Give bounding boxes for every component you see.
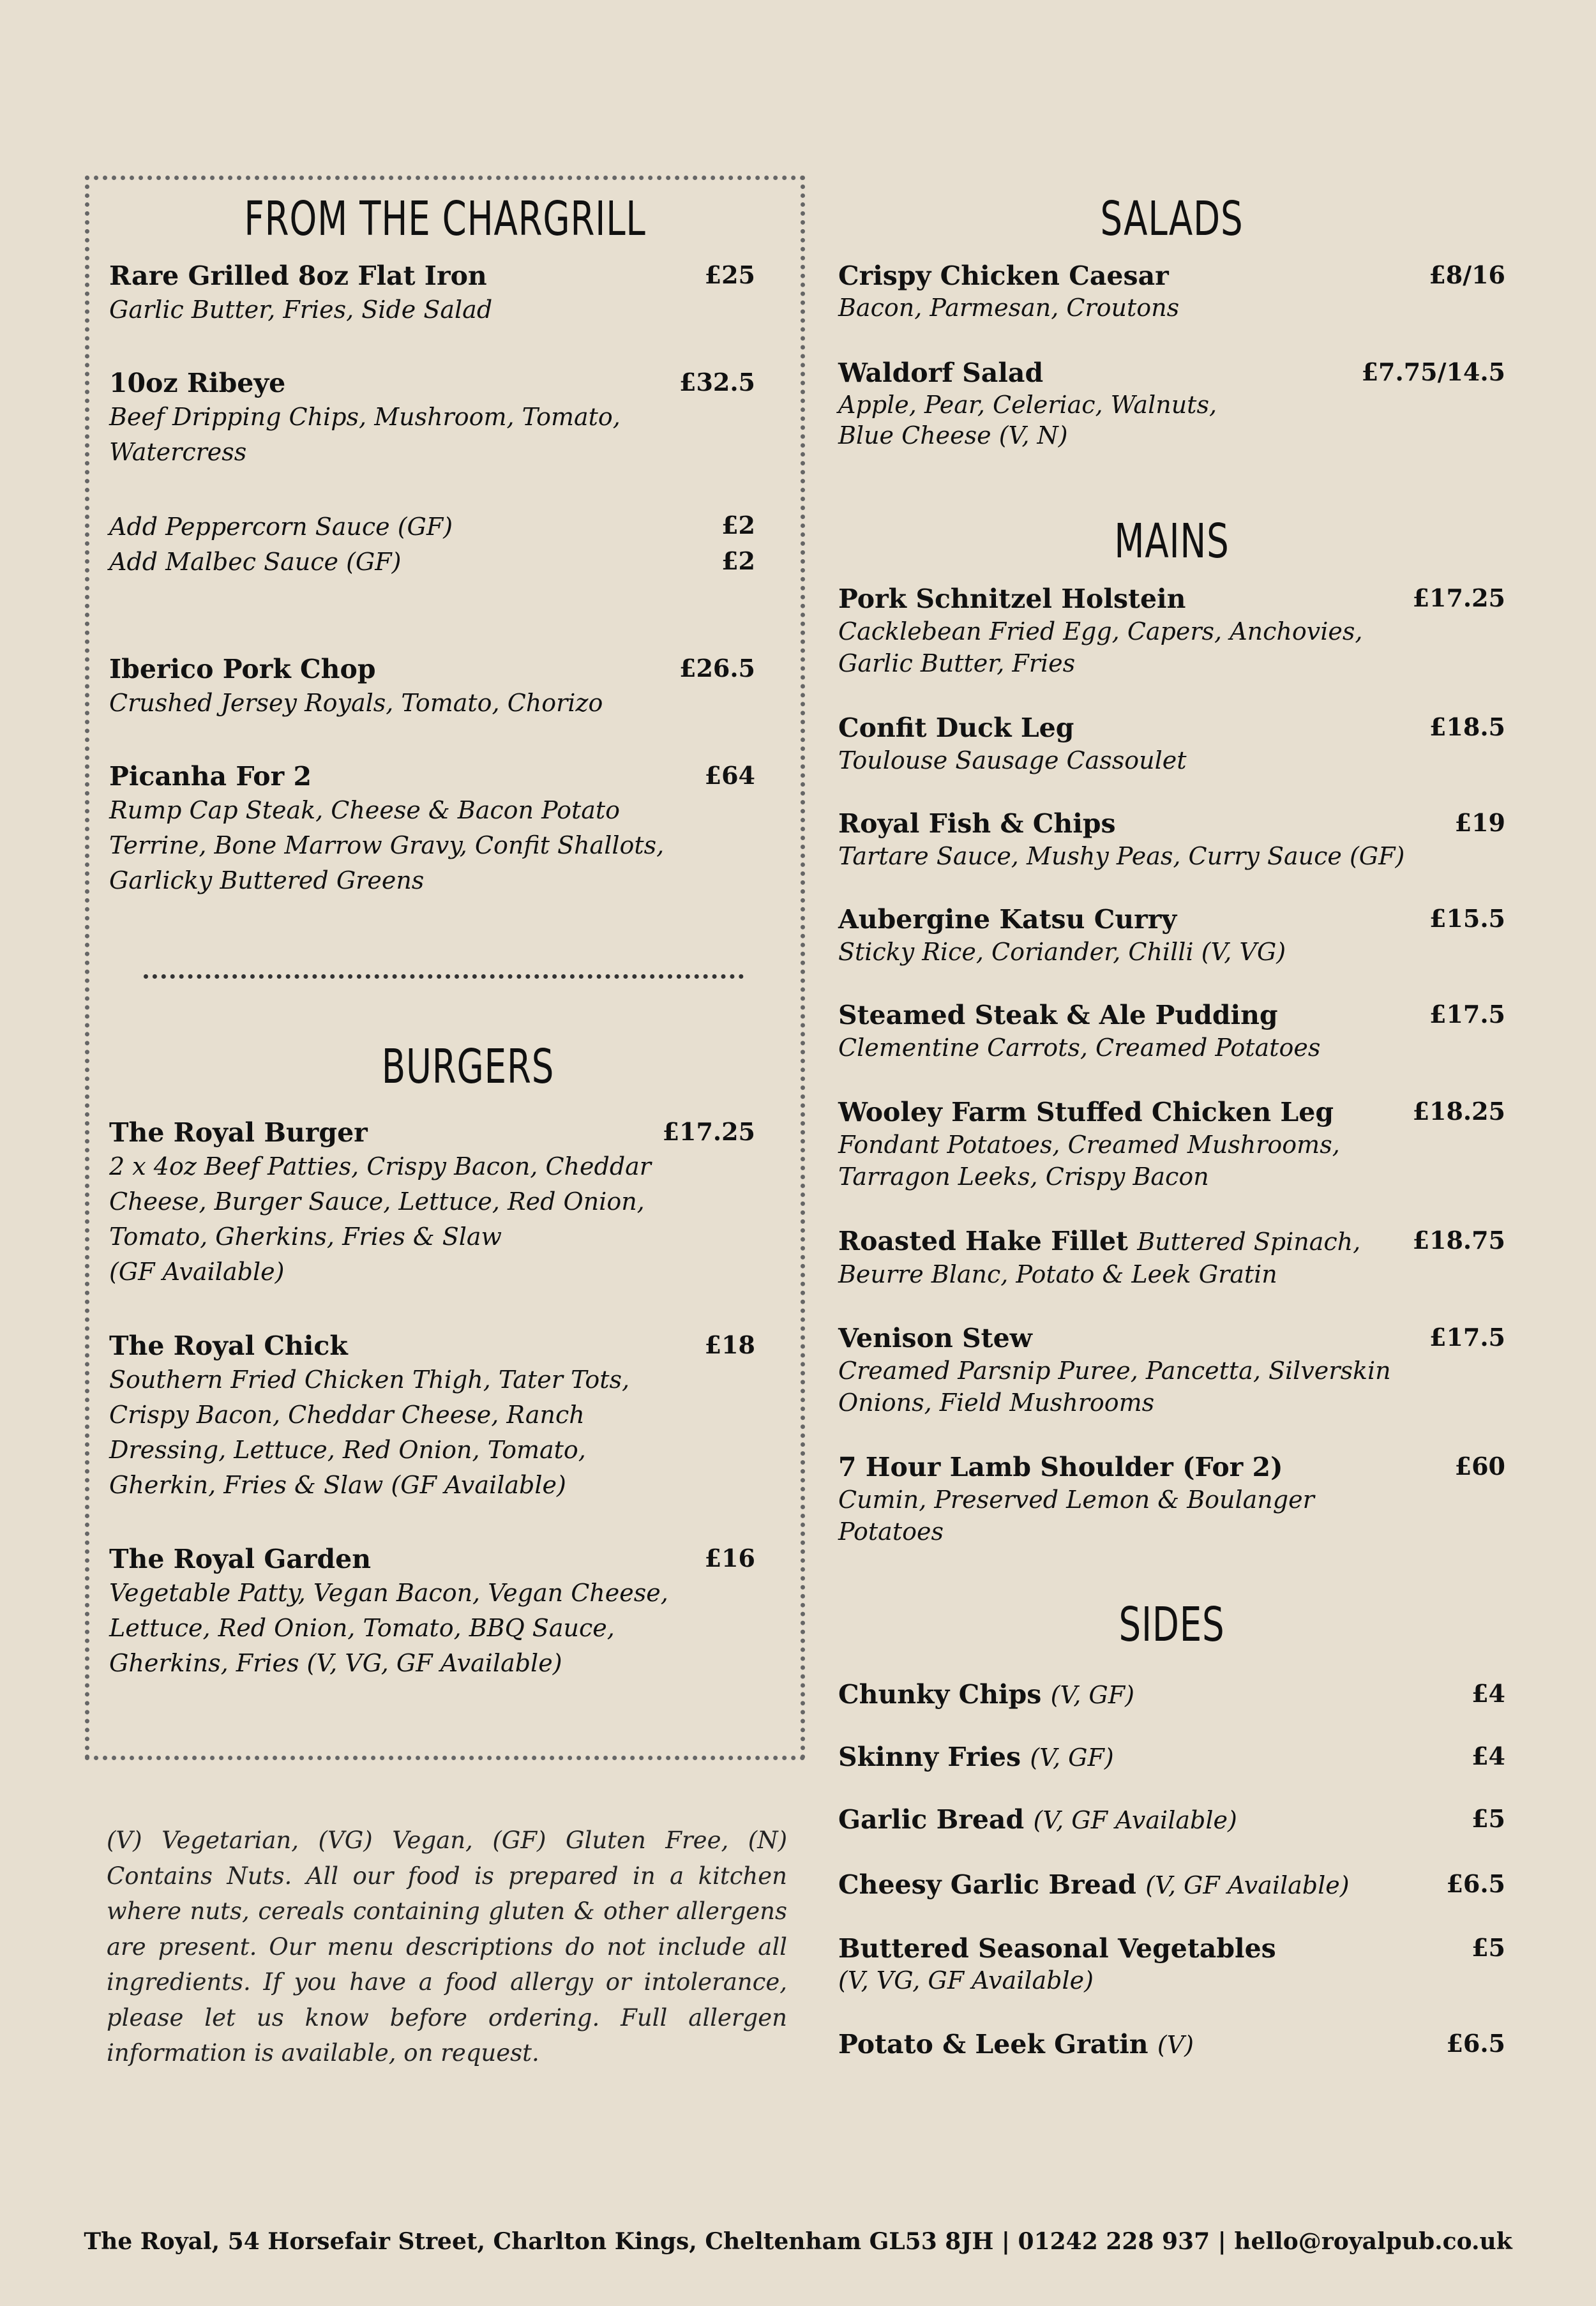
item-description: (GF Available) (109, 1258, 285, 1286)
item-name: Aubergine Katsu Curry (838, 904, 1177, 935)
mains-heading: MAINS (1114, 514, 1230, 569)
item-description: Apple, Pear, Celeriac, Walnuts, (838, 391, 1217, 419)
menu-item (109, 1329, 629, 1503)
item-price: £32.5 (679, 368, 755, 396)
item-description: Cumin, Preserved Lemon & Boulanger (838, 1486, 1314, 1514)
allergen-note: (V) Vegetarian, (VG) Vegan, (GF) Gluten Free, (N) Contains Nuts. All our food is prepared in a kitchen where nuts, cereals containing gluten & other allergens are present. Our menu descriptions do not include all ingredients. If you have a food allergy or intolerance, please let us know before ordering. Full allergen information is available, on request. (107, 1827, 787, 2067)
item-description: Blue Cheese (V, N) (838, 421, 1068, 449)
item-description: Tartare Sauce, Mushy Peas, Curry Sauce (GF) (838, 842, 1405, 870)
side-item (838, 2028, 1194, 2061)
item-name: The Royal Burger (109, 1117, 368, 1148)
menu-item (838, 807, 1404, 872)
item-name: Garlic Bread (838, 1804, 1025, 1835)
side-item (838, 1740, 1114, 1774)
item-name: Venison Stew (838, 1323, 1032, 1353)
item-description: Toulouse Sausage Cassoulet (838, 746, 1187, 774)
item-price: £25 (704, 260, 755, 289)
menu-item (109, 1116, 651, 1290)
item-description: Onions, Field Mushrooms (838, 1389, 1155, 1417)
addon-name: Add Malbec Sauce (GF) (109, 548, 402, 576)
item-diet-tags: (V, GF Available) (1033, 1806, 1237, 1834)
item-description: Crispy Bacon, Cheddar Cheese, Ranch (109, 1401, 585, 1429)
item-description: Vegetable Patty, Vegan Bacon, Vegan Cheese, (109, 1579, 668, 1607)
item-price: £18.75 (1412, 1226, 1505, 1255)
item-name: Buttered Seasonal Vegetables (838, 1933, 1276, 1964)
item-name: Wooley Farm Stuffed Chicken Leg (838, 1097, 1334, 1127)
item-diet-tags: (V, GF) (1030, 1744, 1114, 1772)
item-name: 7 Hour Lamb Shoulder (For 2) (838, 1452, 1283, 1482)
item-description: Dressing, Lettuce, Red Onion, Tomato, (109, 1436, 586, 1464)
item-description: Beef Dripping Chips, Mushroom, Tomato, (109, 403, 621, 431)
item-diet-tags: (V, GF Available) (1145, 1871, 1350, 1899)
item-description: Fondant Potatoes, Creamed Mushrooms, (838, 1131, 1340, 1159)
salads-heading: SALADS (1100, 192, 1244, 246)
addon-item (109, 509, 453, 580)
burgers-heading: BURGERS (381, 1039, 555, 1094)
item-name: Royal Fish & Chips (838, 808, 1116, 839)
item-description: Southern Fried Chicken Thigh, Tater Tots, (109, 1366, 630, 1394)
menu-item (109, 760, 664, 898)
item-name: Confit Duck Leg (838, 712, 1074, 743)
item-price: £4 (1472, 1679, 1505, 1708)
menu-item (838, 1096, 1340, 1193)
sides-heading: SIDES (1118, 1597, 1225, 1652)
item-description: Buttered Spinach, (1137, 1228, 1361, 1256)
addon-price: £2 (721, 546, 755, 575)
item-description: Garlic Butter, Fries, Side Salad (109, 296, 493, 324)
item-description: Potatoes (838, 1518, 944, 1546)
item-description: 2 x 4oz Beef Patties, Crispy Bacon, Cheddar (109, 1152, 651, 1180)
item-description: Cacklebean Fried Egg, Capers, Anchovies, (838, 617, 1363, 645)
item-description: Tarragon Leeks, Crispy Bacon (838, 1163, 1209, 1191)
item-name: Potato & Leek Gratin (838, 2029, 1148, 2060)
item-price: £19 (1454, 808, 1505, 837)
item-name: Rare Grilled 8oz Flat Iron (109, 260, 487, 291)
item-name: 10oz Ribeye (109, 368, 286, 398)
item-name: Chunky Chips (838, 1679, 1042, 1710)
menu-item (838, 582, 1362, 679)
item-price: £18 (704, 1330, 755, 1359)
item-description: Beurre Blanc, Potato & Leek Gratin (838, 1260, 1277, 1288)
item-name: The Royal Chick (109, 1330, 348, 1361)
addon-price: £2 (721, 511, 755, 539)
item-description: Gherkin, Fries & Slaw (GF Available) (109, 1471, 566, 1499)
item-name: Crispy Chicken Caesar (838, 260, 1169, 291)
menu-item (838, 999, 1320, 1064)
item-description: Creamed Parsnip Puree, Pancetta, Silverskin (838, 1357, 1391, 1385)
menu-item (838, 356, 1217, 451)
item-description: Tomato, Gherkins, Fries & Slaw (109, 1223, 502, 1251)
item-description: Garlicky Buttered Greens (109, 866, 425, 894)
menu-item (838, 711, 1187, 776)
item-price: £26.5 (679, 654, 755, 682)
side-item (838, 1868, 1350, 1902)
item-description: Lettuce, Red Onion, Tomato, BBQ Sauce, (109, 1614, 615, 1642)
item-price: £16 (704, 1544, 755, 1572)
item-description: Clementine Carrots, Creamed Potatoes (838, 1034, 1321, 1062)
item-name: Waldorf Salad (838, 358, 1044, 388)
item-name: The Royal Garden (109, 1544, 372, 1574)
menu-item (109, 259, 492, 328)
item-price: £18.25 (1412, 1097, 1505, 1126)
item-price: £5 (1472, 1804, 1505, 1833)
item-description: Garlic Butter, Fries (838, 649, 1076, 677)
item-name-row (838, 1225, 1360, 1258)
addon-name: Add Peppercorn Sauce (GF) (109, 513, 453, 541)
item-description: Gherkins, Fries (V, VG, GF Available) (109, 1649, 562, 1677)
item-name: Skinny Fries (838, 1742, 1021, 1772)
item-name: Pork Schnitzel Holstein (838, 584, 1186, 614)
item-price: £8/16 (1429, 260, 1505, 289)
menu-item (838, 903, 1286, 968)
side-item (838, 1803, 1237, 1837)
item-price: £6.5 (1446, 1869, 1505, 1898)
item-price: £15.5 (1429, 904, 1505, 933)
menu-item (838, 1225, 1360, 1290)
item-description: (V, VG, GF Available) (838, 1966, 1094, 1994)
side-item (838, 1678, 1134, 1712)
item-price: £5 (1472, 1933, 1505, 1962)
item-description: Cheese, Burger Sauce, Lettuce, Red Onion, (109, 1187, 645, 1216)
item-description: Bacon, Parmesan, Croutons (838, 294, 1180, 322)
item-price: £7.75/14.5 (1361, 358, 1505, 386)
section-divider (144, 974, 744, 979)
item-diet-tags: (V) (1157, 2031, 1194, 2059)
menu-item (838, 259, 1179, 323)
menu-item (109, 652, 603, 721)
footer-contact: The Royal, 54 Horsefair Street, Charlton Kings, Cheltenham GL53 8JH | 01242 228 937 | hello@royalpub.co.uk (84, 2228, 1512, 2255)
item-name: Picanha For 2 (109, 761, 312, 792)
item-price: £4 (1472, 1742, 1505, 1770)
item-name: Cheesy Garlic Bread (838, 1869, 1136, 1900)
item-description: Rump Cap Steak, Cheese & Bacon Potato (109, 796, 621, 824)
menu-item (109, 366, 621, 470)
item-price: £17.5 (1429, 1323, 1505, 1352)
item-price: £64 (704, 761, 755, 790)
item-name: Iberico Pork Chop (109, 654, 376, 684)
menu-item (838, 1322, 1391, 1419)
chargrill-heading: FROM THE CHARGRILL (244, 192, 646, 246)
item-name: Roasted Hake Fillet (838, 1226, 1128, 1256)
item-price: £17.25 (1412, 584, 1505, 612)
item-diet-tags: (V, GF) (1050, 1681, 1134, 1709)
item-price: £18.5 (1429, 712, 1505, 741)
item-price: £17.5 (1429, 1000, 1505, 1029)
menu-item (838, 1451, 1314, 1548)
item-description: Crushed Jersey Royals, Tomato, Chorizo (109, 689, 603, 717)
side-item (838, 1932, 1276, 1996)
item-description: Sticky Rice, Coriander, Chilli (V, VG) (838, 938, 1286, 966)
item-description: Watercress (109, 438, 247, 466)
item-price: £60 (1454, 1452, 1505, 1481)
item-price: £6.5 (1446, 2029, 1505, 2058)
menu-item (109, 1542, 668, 1681)
item-name: Steamed Steak & Ale Pudding (838, 1000, 1278, 1030)
item-description: Terrine, Bone Marrow Gravy, Confit Shallots, (109, 831, 665, 859)
item-price: £17.25 (662, 1117, 755, 1146)
